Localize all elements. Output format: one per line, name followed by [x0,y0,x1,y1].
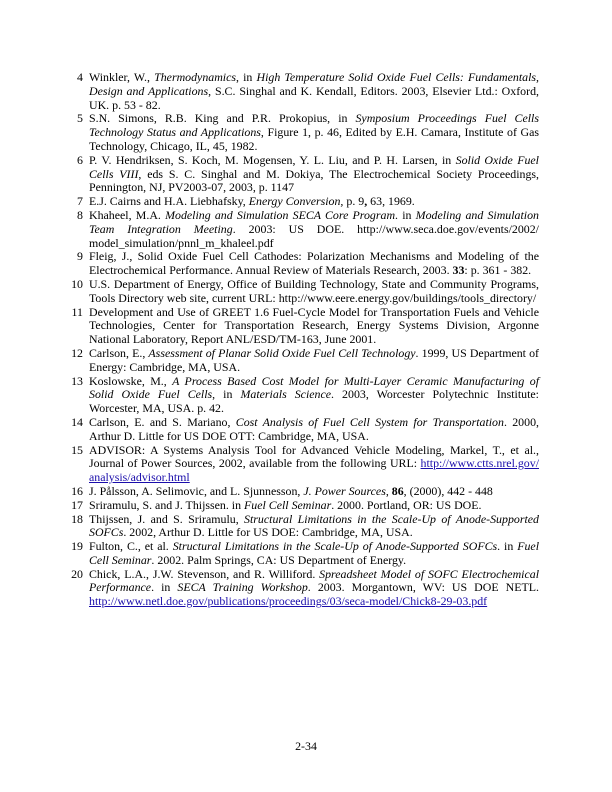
reference-item [66,306,539,347]
reference-text: Fulton, C., et al. Structural Limitations in the Scale-Up of Anode-Supported SOFCs. in Fuel Cell Seminar. 2002. Palm Springs, CA: US Department of Energy. [89,539,539,567]
reference-text: E.J. Cairns and H.A. Liebhafsky, Energy Conversion, p. 9, 63, 1969. [89,194,415,209]
reference-number: 10 [71,276,83,291]
reference-link[interactable]: http://www.netl.doe.gov/publications/proceedings/03/seca-model/Chick8-29-03.pdf [89,594,488,609]
reference-item [66,485,539,499]
reference-list [66,71,539,609]
reference-number: 5 [77,111,83,126]
reference-number: 4 [77,70,83,84]
reference-item [66,154,539,195]
reference-number: 19 [71,539,83,554]
reference-text: P. V. Hendriksen, S. Koch, M. Mogensen, Y. L. Liu, and P. H. Larsen, in Solid Oxide Fuel Cells VIII, eds S. C. Singhal and M. Dokiya, The Electrochemical Society Proceedings, Pennington, NJ, PV2003-07, 2003, p. 1147 [89,152,539,195]
reference-text: Sriramulu, S. and J. Thijssen. in Fuel Cell Seminar. 2000. Portland, OR: US DOE. [89,497,482,512]
reference-number: 6 [77,152,83,167]
page-number: 2-34 [295,739,317,753]
reference-item [66,112,539,153]
reference-number: 18 [71,511,83,526]
reference-item [66,250,539,278]
reference-text: ADVISOR: A Systems Analysis Tool for Advanced Vehicle Modeling, Markel, T., et al., Journal of Power Sources, 2002, available from the following URL: http://www.ctts.nrel.gov/ analysis/advisor.html [89,442,539,485]
reference-text: Carlson, E., Assessment of Planar Solid Oxide Fuel Cell Technology. 1999, US Department of Energy: Cambridge, MA, USA. [89,345,539,374]
reference-number: 14 [71,414,83,429]
reference-item [66,568,539,609]
reference-item [66,540,539,568]
reference-text: U.S. Department of Energy, Office of Building Technology, State and Community Programs, Tools Directory web site, current URL: http://www.eere.energy.gov/buildings/tools_directory/ [89,276,539,305]
reference-text: Khaheel, M.A. Modeling and Simulation SECA Core Program. in Modeling and Simulation Team Integration Meeting. 2003: US DOE. http://www.seca.doe.gov/events/2002/ model_simulation/pnnl_m_khaleel.pdf [89,207,540,250]
reference-text: Fleig, J., Solid Oxide Fuel Cell Cathodes: Polarization Mechanisms and Modeling of the Electrochemical Performance. Annual Review of Materials Research, 2003. 33: p. 361 - 382. [89,249,539,278]
reference-number: 8 [77,207,83,222]
reference-item [66,71,539,112]
reference-item [66,499,539,513]
reference-number: 11 [71,304,83,319]
reference-item [66,195,539,209]
reference-number: 15 [71,442,83,457]
reference-text: Carlson, E. and S. Mariano, Cost Analysis of Fuel Cell System for Transportation. 2000, Arthur D. Little for US DOE OTT: Cambridge, MA, USA. [89,414,539,443]
reference-number: 20 [71,566,83,581]
reference-item [66,416,539,444]
reference-number: 12 [71,345,83,360]
reference-item [66,513,539,541]
reference-text: Thijssen, J. and S. Sriramulu, Structural Limitations in the Scale-Up of Anode-Supported SOFCs. 2002, Arthur D. Little for US DOE: Cambridge, MA, USA. [89,511,539,540]
reference-text: Winkler, W., Thermodynamics, in High Temperature Solid Oxide Fuel Cells: Fundamentals, Design and Applications, S.C. Singhal and K. Kendall, Editors. 2003, Elsevier Ltd.: Oxford, UK. p. 53 - 82. [89,70,539,112]
reference-number: 9 [77,249,83,264]
reference-item [66,278,539,306]
reference-number: 16 [71,483,83,498]
reference-text: S.N. Simons, R.B. King and P.R. Prokopius, in Symposium Proceedings Fuel Cells Technology Status and Applications, Figure 1, p. 46, Edited by E.H. Camara, Institute of Gas Technology, Chicago, IL, 45, 1982. [89,111,540,153]
reference-text: Chick, L.A., J.W. Stevenson, and R. Williford. Spreadsheet Model of SOFC Electrochemical Performance. in SECA Training Workshop. 2003. Morgantown, WV: US DOE NETL. http://www.netl.doe.gov/publications/proceedings/03/seca-model/Chick8-29-03.pdf [89,566,540,609]
reference-number: 7 [77,194,83,209]
reference-item [66,209,539,250]
reference-item [66,375,539,416]
reference-link[interactable]: http://www.ctts.nrel.gov/ analysis/advisor.html [89,456,539,485]
reference-text: Development and Use of GREET 1.6 Fuel-Cycle Model for Transportation Fuels and Vehicle Technologies, Center for Transportation Research, Energy Systems Division, Argonne National Laboratory, Report ANL/ESD/TM-163, June 2001. [89,304,539,347]
reference-item [66,444,539,485]
reference-number: 17 [71,497,83,512]
reference-item [66,347,539,375]
reference-text: Koslowske, M., A Process Based Cost Model for Multi-Layer Ceramic Manufacturing of Solid Oxide Fuel Cells, in Materials Science. 2003, Worcester Polytechnic Institute: Worcester, MA, USA. p. 42. [89,373,539,416]
reference-number: 13 [71,373,83,388]
reference-text: J. Pålsson, A. Selimovic, and L. Sjunnesson, J. Power Sources, 86, (2000), 442 - 448 [89,483,493,498]
